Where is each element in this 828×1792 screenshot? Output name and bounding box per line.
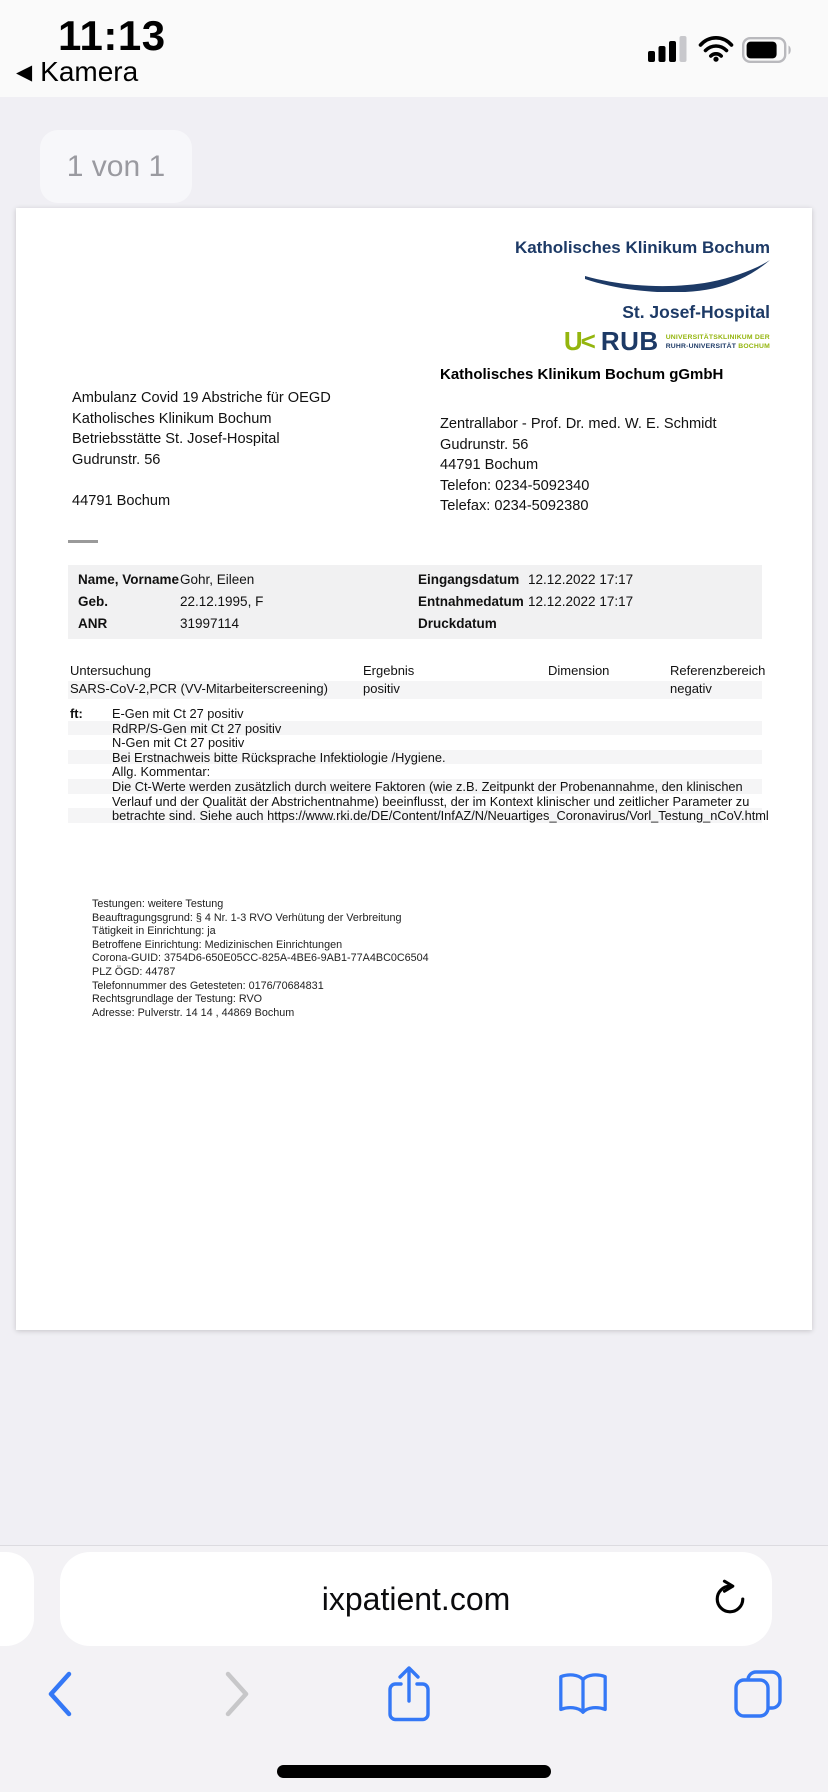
- status-time: 11:13: [58, 12, 166, 59]
- results-header: Dimension: [548, 663, 610, 678]
- sender-line: Ambulanz Covid 19 Abstriche für OEGD: [72, 390, 331, 406]
- sender-line: 44791 Bochum: [72, 492, 171, 509]
- ukrub-logo: [564, 326, 770, 357]
- patient-row: [68, 594, 762, 616]
- safari-bottom-bar: [0, 1545, 828, 1792]
- footnote-line: Bei Erstnachweis bitte Rücksprache Infektiologie /Hygiene.: [68, 750, 762, 765]
- url-text: ixpatient.com: [321, 1580, 511, 1617]
- back-to-app-arrow-icon: ◀: [16, 60, 33, 84]
- patient-value: Gohr, Eileen: [180, 572, 255, 587]
- footnote-line: RdRP/S-Gen mit Ct 27 positiv: [68, 721, 762, 736]
- patient-value: 12.12.2022 17:17: [528, 594, 634, 609]
- organisation-title: Katholisches Klinikum Bochum gGmbH: [440, 366, 724, 383]
- back-button[interactable]: [31, 1666, 87, 1722]
- document-page: [16, 208, 812, 1330]
- patient-value: 22.12.1995, F: [180, 594, 264, 609]
- sender-line: Betriebsstätte St. Josef-Hospital: [72, 431, 280, 447]
- footnote-line: Verlauf und der Qualität der Abstrichentnahme) beeinflusst, der im Kontext klinischer und zeitlicher Parameter zu: [112, 793, 750, 809]
- patient-value: 31997114: [180, 616, 240, 631]
- patient-row: [68, 616, 762, 638]
- results-header-row: [68, 663, 766, 681]
- university-logo-text: [666, 333, 770, 351]
- cellular-signal-icon: [648, 36, 688, 62]
- page-indicator-label: 1 von 1: [66, 149, 166, 183]
- reload-icon[interactable]: [710, 1579, 750, 1619]
- status-bar: [0, 0, 828, 97]
- chevron-left-icon: [45, 1670, 73, 1718]
- result-value: positiv: [363, 681, 400, 696]
- pdf-scroll-area[interactable]: [0, 97, 828, 1545]
- result-test-name: SARS-CoV-2,PCR (VV-Mitarbeiterscreening): [70, 681, 328, 696]
- university-line2b: BOCHUM: [736, 342, 770, 350]
- sender-line: Gudrunstr. 56: [72, 451, 161, 468]
- share-icon: [387, 1665, 431, 1723]
- logo-swoosh-icon: [585, 260, 770, 292]
- footnote-line: N-Gen mit Ct 27 positiv: [112, 735, 245, 751]
- detail-line: Betroffene Einrichtung: Medizinischen Einrichtungen: [92, 938, 343, 951]
- patient-label: Druckdatum: [418, 616, 497, 631]
- uk-logo-text: U<: [563, 326, 594, 356]
- patient-row: [68, 572, 762, 594]
- wifi-icon: [698, 36, 734, 62]
- footnote-line: Allg. Kommentar:: [112, 764, 211, 780]
- fold-mark: [68, 540, 98, 543]
- sender-address-block: [72, 390, 331, 513]
- back-to-app-label: Kamera: [40, 56, 139, 87]
- university-line1: UNIVERSITÄTSKLINIKUM DER: [665, 333, 770, 341]
- results-data-row: [68, 681, 762, 699]
- hospital-logo-text: St. Josef-Hospital: [622, 302, 770, 322]
- patient-label: ANR: [78, 616, 108, 631]
- tabs-icon: [733, 1669, 783, 1719]
- patient-value: 12.12.2022 17:17: [528, 572, 634, 587]
- university-line2a: RUHR-UNIVERSITÄT: [665, 342, 737, 350]
- patient-label: Eingangsdatum: [418, 572, 520, 587]
- footnote-line: ft: E-Gen mit Ct 27 positiv: [70, 706, 244, 721]
- share-button[interactable]: [381, 1666, 437, 1722]
- results-header: Ergebnis: [363, 663, 415, 678]
- detail-line: Corona-GUID: 3754D6-650E05CC-825A-4BE6-9AB1-77A4BC0C6504: [92, 952, 429, 965]
- lab-line: Telefon: 0234-5092340: [440, 477, 590, 494]
- lab-line: Telefax: 0234-5092380: [440, 498, 589, 514]
- results-header: Untersuchung: [70, 663, 151, 678]
- footnote-block: [68, 706, 769, 824]
- patient-label: Name, Vorname: [78, 572, 180, 587]
- detail-line: Testungen: weitere Testung: [92, 898, 224, 910]
- patient-label: Geb.: [78, 594, 109, 609]
- sender-line: [72, 472, 331, 493]
- results-header: Referenzbereich: [670, 663, 766, 678]
- adjacent-tab-peek[interactable]: [0, 1552, 34, 1646]
- detail-line: Tätigkeit in Einrichtung: ja: [92, 925, 216, 938]
- chevron-right-icon: [224, 1670, 252, 1718]
- patient-info-box: [68, 565, 762, 639]
- result-reference: negativ: [670, 681, 712, 696]
- rub-logo-text: RUB: [600, 326, 659, 356]
- bookmarks-button[interactable]: [555, 1666, 611, 1722]
- detail-line: Rechtsgrundlage der Testung: RVO: [92, 993, 263, 1006]
- lab-line: 44791 Bochum: [440, 457, 539, 473]
- clinic-logo-text: Katholisches Klinikum Bochum: [514, 238, 770, 257]
- tabs-button[interactable]: [730, 1666, 786, 1722]
- back-to-app-button[interactable]: [16, 56, 138, 88]
- battery-icon: [742, 37, 796, 63]
- detail-line: PLZ ÖGD: 44787: [92, 965, 176, 978]
- footnote-line: Die Ct-Werte werden zusätzlich durch weitere Faktoren (wie z.B. Zeitpunkt der Probenannahme, den klinischen: [68, 779, 762, 794]
- detail-line: Adresse: Pulverstr. 14 14 , 44869 Bochum: [92, 1006, 295, 1019]
- footnote-line: betrachte sind. Siehe auch https://www.rki.de/DE/Content/InfAZ/N/Neuartiges_Coronavirus/Vorl_Testung_nCoV.html: [68, 808, 762, 823]
- lab-contact-block: [440, 416, 717, 519]
- page-indicator-badge: [40, 130, 192, 203]
- sender-line: Katholisches Klinikum Bochum: [72, 410, 272, 427]
- forward-button[interactable]: [210, 1666, 266, 1722]
- footnote-label: ft:: [70, 706, 83, 721]
- lab-line: Gudrunstr. 56: [440, 436, 529, 453]
- detail-line: Telefonnummer des Getesteten: 0176/70684831: [92, 979, 324, 992]
- url-bar[interactable]: [60, 1552, 772, 1646]
- detail-line: Beauftragungsgrund: § 4 Nr. 1-3 RVO Verhütung der Verbreitung: [92, 911, 402, 924]
- home-indicator[interactable]: [277, 1765, 551, 1778]
- lab-line: Zentrallabor - Prof. Dr. med. W. E. Schmidt: [440, 416, 717, 432]
- book-icon: [556, 1671, 610, 1717]
- test-details-block: [92, 898, 429, 1020]
- patient-label: Entnahmedatum: [418, 594, 524, 609]
